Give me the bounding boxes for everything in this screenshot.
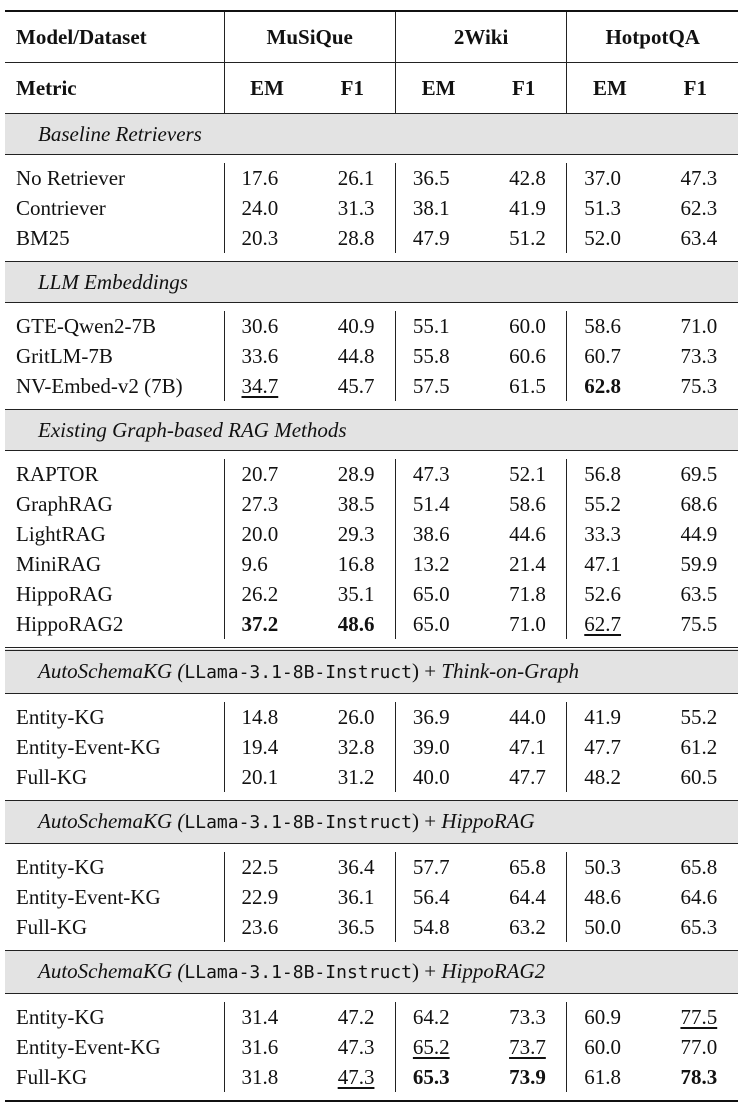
section-title: LLM Embeddings bbox=[5, 262, 738, 303]
cell: 47.7 bbox=[509, 765, 546, 789]
cell bbox=[481, 1062, 567, 1092]
cell bbox=[567, 609, 653, 639]
results-table bbox=[5, 10, 738, 1102]
section-header bbox=[5, 649, 738, 694]
dataset-header-hotpotqa: HotpotQA bbox=[567, 11, 738, 63]
cell: 48.2 bbox=[567, 762, 653, 792]
cell: 59.9 bbox=[680, 552, 718, 576]
section-title bbox=[5, 951, 738, 994]
cell: 21.4 bbox=[509, 552, 546, 576]
cell: 64.6 bbox=[680, 885, 718, 909]
section-header bbox=[5, 114, 738, 155]
row-label: Full-KG bbox=[16, 765, 88, 789]
model-dataset-header: Model/Dataset bbox=[5, 11, 224, 63]
title-model: LLama-3.1-8B-Instruct bbox=[184, 662, 412, 683]
row-label: No Retriever bbox=[16, 166, 126, 190]
cell bbox=[310, 609, 396, 639]
row-label: Entity-KG bbox=[16, 705, 105, 729]
section-title bbox=[5, 801, 738, 844]
dataset-header-musique: MuSiQue bbox=[224, 11, 395, 63]
table-row bbox=[5, 341, 738, 371]
cell: 63.2 bbox=[509, 915, 546, 939]
row-label: GritLM-7B bbox=[16, 344, 113, 368]
cell: 14.8 bbox=[224, 702, 310, 732]
cell: 36.5 bbox=[395, 163, 481, 193]
cell: 47.1 bbox=[567, 549, 653, 579]
cell: 33.6 bbox=[224, 341, 310, 371]
cell: 19.4 bbox=[224, 732, 310, 762]
cell bbox=[567, 371, 653, 401]
table-row bbox=[5, 489, 738, 519]
table-row bbox=[5, 371, 738, 401]
table-row bbox=[5, 852, 738, 882]
cell: 16.8 bbox=[337, 552, 375, 576]
cell: 47.2 bbox=[337, 1005, 375, 1029]
section-title bbox=[5, 649, 738, 694]
cell: 71.0 bbox=[680, 314, 718, 338]
cell: 30.6 bbox=[224, 311, 310, 341]
cell: 17.6 bbox=[224, 163, 310, 193]
metric-em: EM bbox=[224, 63, 310, 114]
underlined-value: 34.7 bbox=[241, 374, 279, 398]
header-row-datasets bbox=[5, 11, 738, 63]
underlined-value: 73.7 bbox=[509, 1035, 546, 1059]
cell: 65.8 bbox=[509, 855, 546, 879]
title-method: HippoRAG bbox=[441, 809, 535, 833]
cell: 63.5 bbox=[680, 582, 718, 606]
metric-f1: F1 bbox=[310, 63, 396, 114]
table-row bbox=[5, 609, 738, 639]
cell: 63.4 bbox=[680, 226, 718, 250]
row-label: Entity-KG bbox=[16, 1005, 105, 1029]
cell: 36.5 bbox=[337, 915, 375, 939]
cell: 35.1 bbox=[337, 582, 375, 606]
bold-value: 65.3 bbox=[412, 1065, 450, 1089]
metric-em: EM bbox=[567, 63, 653, 114]
cell: 44.9 bbox=[680, 522, 718, 546]
cell: 26.0 bbox=[337, 705, 375, 729]
cell: 52.1 bbox=[509, 462, 546, 486]
cell: 20.0 bbox=[224, 519, 310, 549]
cell: 51.4 bbox=[395, 489, 481, 519]
row-label: HippoRAG2 bbox=[16, 612, 124, 636]
section-title: Existing Graph-based RAG Methods bbox=[5, 410, 738, 451]
row-label: RAPTOR bbox=[16, 462, 99, 486]
cell: 55.8 bbox=[395, 341, 481, 371]
table-row bbox=[5, 459, 738, 489]
cell: 22.9 bbox=[224, 882, 310, 912]
cell: 44.8 bbox=[337, 344, 375, 368]
table-row bbox=[5, 762, 738, 792]
cell: 27.3 bbox=[224, 489, 310, 519]
cell: 32.8 bbox=[337, 735, 375, 759]
cell: 60.9 bbox=[567, 1002, 653, 1032]
table-row bbox=[5, 1002, 738, 1032]
cell: 60.0 bbox=[567, 1032, 653, 1062]
dataset-header-2wiki: 2Wiki bbox=[395, 11, 566, 63]
title-method: Think-on-Graph bbox=[441, 659, 579, 683]
underlined-value: 62.7 bbox=[584, 612, 622, 636]
cell: 26.2 bbox=[224, 579, 310, 609]
cell: 65.0 bbox=[395, 579, 481, 609]
cell: 60.6 bbox=[509, 344, 546, 368]
cell: 38.1 bbox=[395, 193, 481, 223]
cell: 51.2 bbox=[509, 226, 546, 250]
cell: 55.2 bbox=[680, 705, 718, 729]
table-row bbox=[5, 193, 738, 223]
cell: 75.3 bbox=[680, 374, 718, 398]
table-row bbox=[5, 732, 738, 762]
cell: 31.8 bbox=[224, 1062, 310, 1092]
cell: 52.6 bbox=[567, 579, 653, 609]
cell: 22.5 bbox=[224, 852, 310, 882]
title-prefix: AutoSchemaKG ( bbox=[38, 659, 185, 683]
header-row-metrics bbox=[5, 63, 738, 114]
cell: 39.0 bbox=[395, 732, 481, 762]
cell: 50.0 bbox=[567, 912, 653, 942]
row-label: Entity-Event-KG bbox=[16, 1035, 161, 1059]
cell: 33.3 bbox=[567, 519, 653, 549]
cell: 69.5 bbox=[680, 462, 718, 486]
cell: 20.7 bbox=[224, 459, 310, 489]
cell: 24.0 bbox=[224, 193, 310, 223]
title-prefix: AutoSchemaKG ( bbox=[38, 959, 185, 983]
cell: 65.8 bbox=[680, 855, 718, 879]
cell: 56.8 bbox=[567, 459, 653, 489]
row-label: GTE-Qwen2-7B bbox=[16, 314, 156, 338]
cell: 20.3 bbox=[224, 223, 310, 253]
cell: 58.6 bbox=[567, 311, 653, 341]
row-label: BM25 bbox=[16, 226, 70, 250]
metric-em: EM bbox=[395, 63, 481, 114]
cell: 77.0 bbox=[680, 1035, 718, 1059]
cell: 73.3 bbox=[509, 1005, 546, 1029]
cell: 28.9 bbox=[337, 462, 375, 486]
cell: 31.4 bbox=[224, 1002, 310, 1032]
cell: 55.2 bbox=[567, 489, 653, 519]
cell: 64.2 bbox=[395, 1002, 481, 1032]
cell: 61.5 bbox=[509, 374, 546, 398]
title-mid: ) + bbox=[411, 659, 442, 683]
cell: 68.6 bbox=[680, 492, 718, 516]
cell: 55.1 bbox=[395, 311, 481, 341]
table-row bbox=[5, 1032, 738, 1062]
underlined-value: 47.3 bbox=[337, 1065, 375, 1089]
title-model: LLama-3.1-8B-Instruct bbox=[184, 962, 412, 983]
table-row bbox=[5, 1062, 738, 1092]
cell bbox=[395, 1062, 481, 1092]
bold-value: 48.6 bbox=[337, 612, 375, 636]
metric-header: Metric bbox=[5, 63, 224, 114]
cell bbox=[310, 1062, 396, 1092]
section-header bbox=[5, 410, 738, 451]
row-label: Full-KG bbox=[16, 915, 88, 939]
cell: 40.9 bbox=[337, 314, 375, 338]
table-row bbox=[5, 702, 738, 732]
cell: 61.2 bbox=[680, 735, 718, 759]
cell: 64.4 bbox=[509, 885, 546, 909]
row-label: HippoRAG bbox=[16, 582, 113, 606]
table-row bbox=[5, 912, 738, 942]
section-header bbox=[5, 262, 738, 303]
cell: 36.1 bbox=[337, 885, 375, 909]
cell: 61.8 bbox=[567, 1062, 653, 1092]
cell: 40.0 bbox=[395, 762, 481, 792]
cell: 13.2 bbox=[395, 549, 481, 579]
cell: 20.1 bbox=[224, 762, 310, 792]
table-row bbox=[5, 549, 738, 579]
cell: 44.6 bbox=[509, 522, 546, 546]
cell: 47.3 bbox=[395, 459, 481, 489]
row-label: LightRAG bbox=[16, 522, 106, 546]
cell: 62.3 bbox=[680, 196, 718, 220]
table-row bbox=[5, 223, 738, 253]
cell: 71.0 bbox=[509, 612, 546, 636]
cell: 44.0 bbox=[509, 705, 546, 729]
cell: 23.6 bbox=[224, 912, 310, 942]
bold-value: 62.8 bbox=[584, 374, 622, 398]
row-label: Entity-Event-KG bbox=[16, 735, 161, 759]
row-label: GraphRAG bbox=[16, 492, 113, 516]
title-prefix: AutoSchemaKG ( bbox=[38, 809, 185, 833]
cell: 75.5 bbox=[680, 612, 718, 636]
underlined-value: 77.5 bbox=[680, 1005, 718, 1029]
cell: 31.6 bbox=[224, 1032, 310, 1062]
cell: 47.3 bbox=[337, 1035, 375, 1059]
section-title: Baseline Retrievers bbox=[5, 114, 738, 155]
cell bbox=[652, 1062, 738, 1092]
cell: 45.7 bbox=[337, 374, 375, 398]
cell: 38.6 bbox=[395, 519, 481, 549]
metric-f1: F1 bbox=[652, 63, 738, 114]
table-row bbox=[5, 579, 738, 609]
section-header bbox=[5, 801, 738, 844]
bold-value: 37.2 bbox=[241, 612, 279, 636]
row-label: Full-KG bbox=[16, 1065, 88, 1089]
cell: 41.9 bbox=[567, 702, 653, 732]
cell: 73.3 bbox=[680, 344, 718, 368]
cell: 26.1 bbox=[337, 166, 375, 190]
cell bbox=[481, 1032, 567, 1062]
cell: 29.3 bbox=[337, 522, 375, 546]
table-row bbox=[5, 311, 738, 341]
cell: 36.9 bbox=[395, 702, 481, 732]
cell: 48.6 bbox=[567, 882, 653, 912]
cell: 65.3 bbox=[680, 915, 718, 939]
table-row bbox=[5, 882, 738, 912]
cell: 57.5 bbox=[395, 371, 481, 401]
row-label: Entity-Event-KG bbox=[16, 885, 161, 909]
cell: 57.7 bbox=[395, 852, 481, 882]
underlined-value: 65.2 bbox=[412, 1035, 450, 1059]
cell: 47.9 bbox=[395, 223, 481, 253]
row-label: Contriever bbox=[16, 196, 106, 220]
section-header bbox=[5, 951, 738, 994]
cell bbox=[652, 1002, 738, 1032]
metric-f1: F1 bbox=[481, 63, 567, 114]
title-method: HippoRAG2 bbox=[441, 959, 546, 983]
cell: 51.3 bbox=[567, 193, 653, 223]
cell: 37.0 bbox=[567, 163, 653, 193]
row-label: MiniRAG bbox=[16, 552, 102, 576]
title-mid: ) + bbox=[411, 959, 442, 983]
cell bbox=[224, 609, 310, 639]
title-mid: ) + bbox=[411, 809, 442, 833]
cell: 42.8 bbox=[509, 166, 546, 190]
cell: 54.8 bbox=[395, 912, 481, 942]
bold-value: 78.3 bbox=[680, 1065, 718, 1089]
cell: 60.7 bbox=[567, 341, 653, 371]
cell: 47.3 bbox=[680, 166, 718, 190]
table-row bbox=[5, 163, 738, 193]
cell: 28.8 bbox=[337, 226, 375, 250]
cell: 41.9 bbox=[509, 196, 546, 220]
cell: 47.1 bbox=[509, 735, 546, 759]
cell: 47.7 bbox=[567, 732, 653, 762]
cell: 36.4 bbox=[337, 855, 375, 879]
cell: 38.5 bbox=[337, 492, 375, 516]
cell: 58.6 bbox=[509, 492, 546, 516]
cell bbox=[395, 1032, 481, 1062]
cell: 60.5 bbox=[680, 765, 718, 789]
cell: 52.0 bbox=[567, 223, 653, 253]
cell bbox=[224, 371, 310, 401]
bold-value: 73.9 bbox=[509, 1065, 546, 1089]
table-row bbox=[5, 519, 738, 549]
cell: 65.0 bbox=[395, 609, 481, 639]
row-label: Entity-KG bbox=[16, 855, 105, 879]
cell: 9.6 bbox=[224, 549, 310, 579]
title-model: LLama-3.1-8B-Instruct bbox=[184, 812, 412, 833]
cell: 50.3 bbox=[567, 852, 653, 882]
cell: 31.2 bbox=[337, 765, 375, 789]
cell: 56.4 bbox=[395, 882, 481, 912]
cell: 31.3 bbox=[337, 196, 375, 220]
cell: 60.0 bbox=[509, 314, 546, 338]
row-label: NV-Embed-v2 (7B) bbox=[16, 374, 183, 398]
cell: 71.8 bbox=[509, 582, 546, 606]
